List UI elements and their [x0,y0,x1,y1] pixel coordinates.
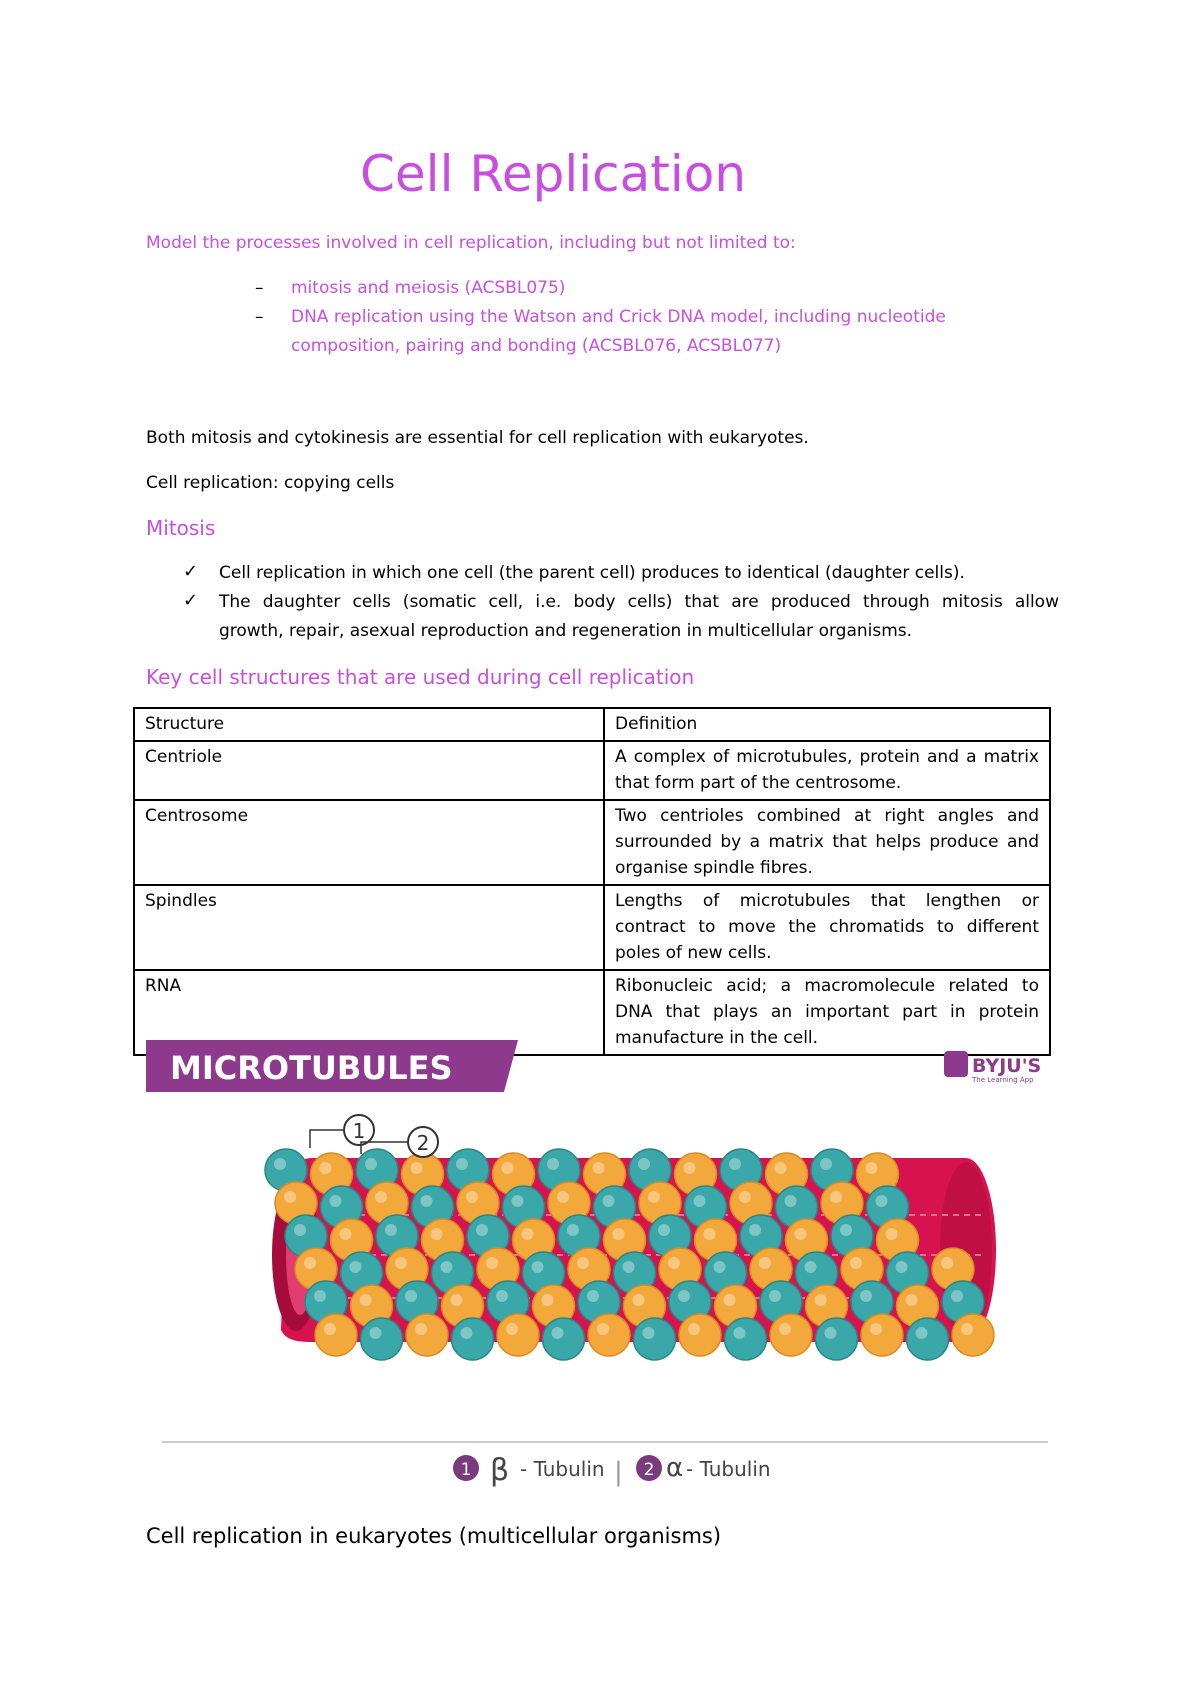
sphere-highlight [466,1191,478,1203]
sphere-highlight [749,1224,761,1236]
sphere-highlight [340,1228,352,1240]
alpha-tubulin-sphere [861,1314,903,1356]
heading-mitosis: Mitosis [146,516,216,540]
sphere-highlight [597,1323,609,1335]
paragraph-mitosis-cytokinesis: Both mitosis and cytokinesis are essential for cell replication with eukaryotes. [146,428,809,448]
legend [453,1453,771,1488]
sphere-highlight [775,1162,787,1174]
sphere-highlight [704,1228,716,1240]
sphere-highlight [613,1228,625,1240]
sphere-highlight [451,1294,463,1306]
alpha-tubulin-sphere [588,1314,630,1356]
sphere-highlight [415,1323,427,1335]
sphere-highlight [411,1162,423,1174]
legend-beta-symbol: β [490,1453,510,1488]
sphere-highlight [638,1158,650,1170]
beta-tubulin-sphere [452,1318,494,1360]
sphere-highlight [330,1195,342,1207]
sphere-highlight [840,1224,852,1236]
sphere-highlight [648,1191,660,1203]
sphere-highlight [365,1158,377,1170]
paragraph-copying-cells: Cell replication: copying cells [146,473,395,493]
dash-marker: – [255,278,264,298]
legend-alpha-number: 2 [643,1460,655,1480]
beta-tubulin-sphere [634,1318,676,1360]
sphere-highlight [866,1162,878,1174]
outcome-item-dna: DNA replication using the Watson and Crick DNA model, including nucleotide [291,307,946,327]
alpha-tubulin-sphere [679,1314,721,1356]
sphere-highlight [522,1228,534,1240]
sphere-highlight [850,1257,862,1269]
sphere-highlight [441,1261,453,1273]
sphere-highlight [678,1290,690,1302]
table-cell-definition: Ribonucleic acid; a macromolecule related to DNA that plays an important part in protein manufacture in the cell. [604,970,1050,1055]
table-cell-structure: RNA [134,970,604,1055]
sphere-highlight [795,1228,807,1240]
sphere-highlight [350,1261,362,1273]
sphere-highlight [324,1323,336,1335]
table-cell-definition: A complex of microtubules, protein and a matrix that form part of the centrosome. [604,741,1050,800]
sphere-highlight [815,1294,827,1306]
mitosis-point-2-cont: growth, repair, asexual reproduction and regeneration in multicellular organisms. [219,621,913,641]
sphere-highlight [870,1323,882,1335]
sphere-highlight [405,1290,417,1302]
sphere-highlight [825,1327,837,1339]
table-row [134,800,1050,885]
sphere-highlight [694,1195,706,1207]
sphere-highlight [461,1327,473,1339]
sphere-highlight [785,1195,797,1207]
legend-alpha-label: - Tubulin [686,1457,771,1481]
sphere-highlight [593,1162,605,1174]
sphere-highlight [688,1323,700,1335]
mitosis-point-1: Cell replication in which one cell (the parent cell) produces to identical (daughter cells). [219,563,965,583]
sphere-highlight [496,1290,508,1302]
sphere-highlight [370,1327,382,1339]
sphere-highlight [294,1224,306,1236]
heading-key-structures: Key cell structures that are used during cell replication [146,665,695,689]
sphere-highlight [557,1191,569,1203]
sphere-highlight [547,1158,559,1170]
sphere-highlight [658,1224,670,1236]
sphere-highlight [314,1290,326,1302]
sphere-highlight [759,1257,771,1269]
legend-alpha-symbol: α [666,1453,684,1483]
sphere-highlight [724,1294,736,1306]
sphere-highlight [896,1261,908,1273]
sphere-highlight [830,1191,842,1203]
sphere-highlight [431,1228,443,1240]
sphere-highlight [385,1224,397,1236]
alpha-tubulin-sphere [315,1314,357,1356]
table-header-structure: Structure [134,708,604,741]
sphere-highlight [603,1195,615,1207]
sphere-highlight [360,1294,372,1306]
sphere-highlight [542,1294,554,1306]
sphere-highlight [506,1323,518,1335]
sphere-highlight [486,1257,498,1269]
sphere-highlight [502,1162,514,1174]
sphere-highlight [714,1261,726,1273]
legend-separator: | [614,1457,623,1487]
sphere-highlight [805,1261,817,1273]
check-icon: ✓ [183,590,199,611]
beta-tubulin-sphere [816,1318,858,1360]
sphere-highlight [951,1290,963,1302]
sphere-highlight [421,1195,433,1207]
beta-tubulin-sphere [361,1318,403,1360]
sphere-highlight [734,1327,746,1339]
sphere-highlight [567,1224,579,1236]
page-title: Cell Replication [360,145,747,203]
brand-name: BYJU'S [972,1055,1042,1077]
sphere-highlight [876,1195,888,1207]
sphere-highlight [456,1158,468,1170]
brand-tagline: The Learning App [972,1076,1034,1084]
brand-logo [944,1051,1041,1084]
sphere-highlight [860,1290,872,1302]
sphere-highlight [633,1294,645,1306]
table-header-row [134,708,1050,741]
sphere-highlight [916,1327,928,1339]
sphere-highlight [643,1327,655,1339]
sphere-highlight [769,1290,781,1302]
marker-1-label: 1 [352,1119,366,1143]
table-header-definition: Definition [604,708,1050,741]
sphere-highlight [886,1228,898,1240]
beta-tubulin-sphere [725,1318,767,1360]
mitosis-point-2: The daughter cells (somatic cell, i.e. body cells) that are produced through mitosis allow [219,592,1059,612]
sphere-highlight [512,1195,524,1207]
sphere-highlight [941,1257,953,1269]
table-cell-structure: Centrosome [134,800,604,885]
alpha-tubulin-sphere [952,1314,994,1356]
sphere-highlight [274,1158,286,1170]
sphere-highlight [820,1158,832,1170]
brand-logo-icon [944,1051,968,1077]
sphere-highlight [684,1162,696,1174]
check-icon: ✓ [183,561,199,582]
sphere-highlight [779,1323,791,1335]
caption-eukaryotes: Cell replication in eukaryotes (multicellular organisms) [146,1524,722,1548]
sphere-highlight [375,1191,387,1203]
table-cell-definition: Two centrioles combined at right angles and surrounded by a matrix that helps produce and organise spindle fibres. [604,800,1050,885]
intro-text: Model the processes involved in cell replication, including but not limited to: [146,233,796,253]
sphere-highlight [320,1162,332,1174]
sphere-highlight [552,1327,564,1339]
beta-tubulin-sphere [907,1318,949,1360]
alpha-tubulin-sphere [406,1314,448,1356]
table-cell-structure: Centriole [134,741,604,800]
outcome-item-mitosis: mitosis and meiosis (ACSBL075) [291,278,566,298]
sphere-highlight [668,1257,680,1269]
beta-tubulin-sphere [543,1318,585,1360]
sphere-highlight [532,1261,544,1273]
sphere-highlight [906,1294,918,1306]
microtubules-figure [146,1040,1066,1520]
marker-1 [310,1115,374,1148]
table-cell-structure: Spindles [134,885,604,970]
dash-marker: – [255,307,264,327]
sphere-highlight [961,1323,973,1335]
table-cell-definition: Lengths of microtubules that lengthen or contract to move the chromatids to different poles of new cells. [604,885,1050,970]
sphere-highlight [623,1261,635,1273]
table-row [134,741,1050,800]
structures-table [133,707,1051,1056]
legend-beta-label: - Tubulin [520,1457,605,1481]
sphere-highlight [476,1224,488,1236]
sphere-highlight [729,1158,741,1170]
sphere-highlight [739,1191,751,1203]
marker-1-leader [310,1130,344,1148]
sphere-highlight [587,1290,599,1302]
sphere-highlight [577,1257,589,1269]
alpha-tubulin-sphere [770,1314,812,1356]
alpha-tubulin-sphere [497,1314,539,1356]
table-row [134,885,1050,970]
marker-2-label: 2 [416,1131,430,1155]
outcome-item-dna-cont: composition, pairing and bonding (ACSBL076, ACSBL077) [291,336,782,356]
legend-beta-number: 1 [460,1460,472,1480]
sphere-highlight [395,1257,407,1269]
banner-title: MICROTUBULES [170,1049,453,1087]
sphere-highlight [284,1191,296,1203]
sphere-highlight [304,1257,316,1269]
